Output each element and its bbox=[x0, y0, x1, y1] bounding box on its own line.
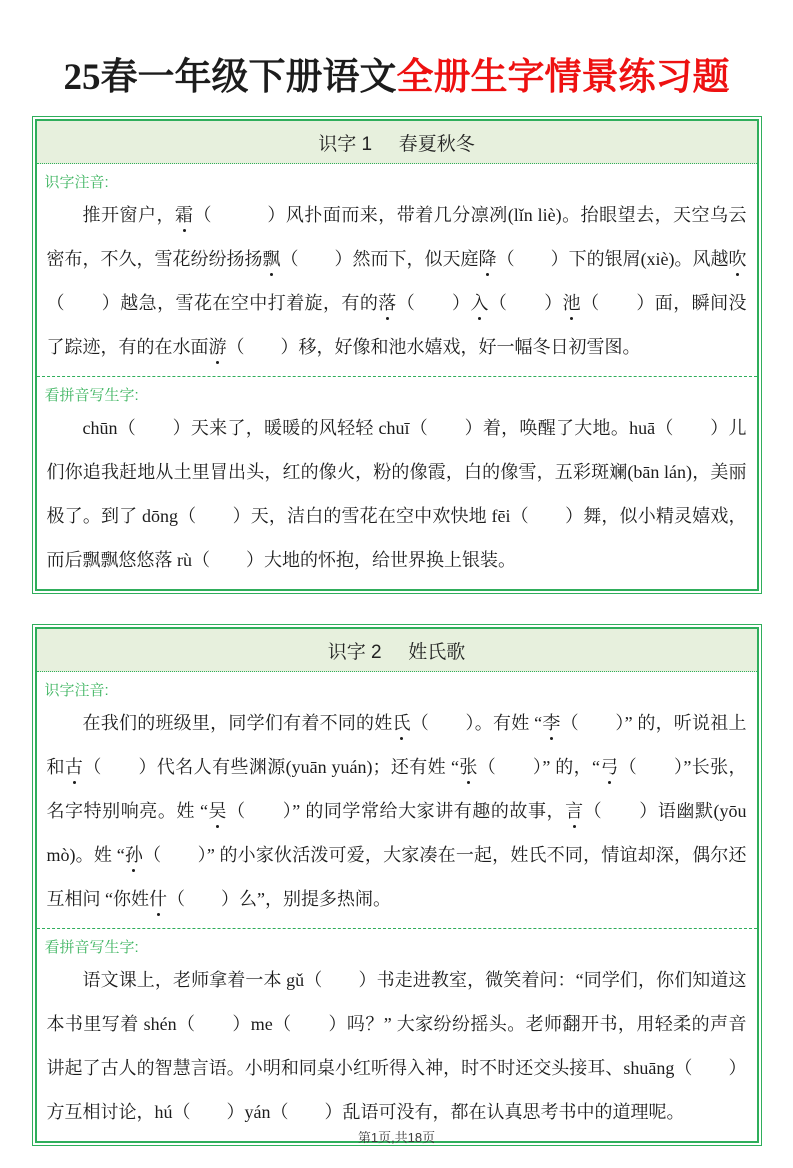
emphasized-character: 言 bbox=[565, 801, 584, 821]
page-title-red-text: 全册生字情景练习题 bbox=[396, 57, 730, 98]
emphasized-character: 吹 bbox=[728, 249, 747, 269]
lesson-2-pinyin-label: 看拼音写生字: bbox=[44, 939, 139, 956]
emphasized-character: 降 bbox=[478, 249, 497, 269]
emphasized-character: 张 bbox=[458, 757, 478, 777]
lesson-2-header bbox=[37, 629, 757, 672]
emphasized-character: 入 bbox=[470, 293, 489, 313]
emphasized-character: 氏 bbox=[392, 713, 411, 733]
lesson-1-pinyin-paragraph: chūn（ ）天来了，暖暖的风轻轻 chuī（ ）着，唤醒了大地。huā（ ）儿们你追我赶地从土里冒出头，红的像火，粉的像霞，白的像雪，五彩斑斓(bān lán)，美丽极了。到了 dōng（ ）天，洁白的雪花在空中欢快地 fēi（ ）舞，似小精灵嬉戏，而后飘飘悠悠落 rù（ ）大地的怀抱，给世界换上银装。 bbox=[46, 418, 747, 570]
lesson-1-header bbox=[37, 121, 757, 164]
page-title bbox=[0, 46, 793, 100]
lesson-1-pinyin-label: 看拼音写生字: bbox=[44, 387, 139, 404]
emphasized-character: 霜 bbox=[174, 205, 194, 225]
lesson-1-title: 春夏秋冬 bbox=[398, 134, 475, 155]
page-footer: 第1页,共18页 bbox=[357, 1130, 436, 1145]
lesson-2-number: 识字 2 bbox=[327, 642, 382, 663]
lesson-1-annotate-label: 识字注音: bbox=[44, 174, 109, 191]
lesson-box-2-inner bbox=[35, 627, 759, 1143]
lesson-box-1-inner bbox=[35, 119, 759, 591]
emphasized-character: 弓 bbox=[599, 757, 619, 777]
emphasized-character: 池 bbox=[562, 293, 582, 313]
emphasized-character: 李 bbox=[542, 713, 561, 733]
lesson-box-2 bbox=[32, 624, 762, 1146]
lesson-2-annotate-paragraph: 在我们的班级里，同学们有着不同的姓氏（ ）。有姓 “李（ ）” 的，听说祖上和古（ ）代名人有些渊源(yuān yuán)；还有姓 “张（ ）” 的，“弓（ ）”长张，名字特别响亮。姓 “吴（ ）” 的同学常给大家讲有趣的故事，言（ ）语幽默(yōu mò)。姓 “孙（ ）” 的小家伙活泼可爱，大家凑在一起，姓氏不同，情谊却深，偶尔还互相问 “你姓什（ ）么”，别提多热闹。 bbox=[46, 713, 747, 909]
emphasized-character: 古 bbox=[64, 757, 84, 777]
emphasized-character: 什 bbox=[149, 889, 167, 909]
lesson-box-1 bbox=[32, 116, 762, 594]
lesson-1-number: 识字 1 bbox=[318, 134, 373, 155]
emphasized-character: 落 bbox=[378, 293, 397, 313]
emphasized-character: 孙 bbox=[124, 845, 144, 865]
page-title-black-text: 25春一年级下册语文 bbox=[63, 57, 397, 98]
emphasized-character: 吴 bbox=[207, 801, 228, 821]
lesson-2-title: 姓氏歌 bbox=[408, 642, 466, 663]
lesson-2-annotate-label: 识字注音: bbox=[44, 682, 109, 699]
lesson-1-annotate-paragraph: 推开窗户，霜（ ）风扑面而来，带着几分凛冽(lǐn liè)。抬眼望去，天空乌云密布，不久，雪花纷纷扬扬飘（ ）然而下，似天庭降（ ）下的银屑(xiè)。风越吹（ ）越急，雪花在空中打着旋，有的落（ ）入（ ）池（ ）面，瞬间没了踪迹，有的在水面游（ ）移，好像和池水嬉戏，好一幅冬日初雪图。 bbox=[46, 205, 747, 357]
emphasized-character: 游 bbox=[208, 337, 227, 357]
emphasized-character: 飘 bbox=[262, 249, 281, 269]
lesson-2-pinyin-paragraph: 语文课上，老师拿着一本 gǔ（ ）书走进教室，微笑着问：“同学们，你们知道这本书里写着 shén（ ）me（ ）吗？” 大家纷纷摇头。老师翻开书，用轻柔的声音讲起了古人的智慧言语。小明和同桌小红听得入神，时不时还交头接耳、shuāng（ ）方互相讨论，hú（ ）yán（ ）乱语可没有，都在认真思考书中的道理呢。 bbox=[46, 970, 747, 1122]
